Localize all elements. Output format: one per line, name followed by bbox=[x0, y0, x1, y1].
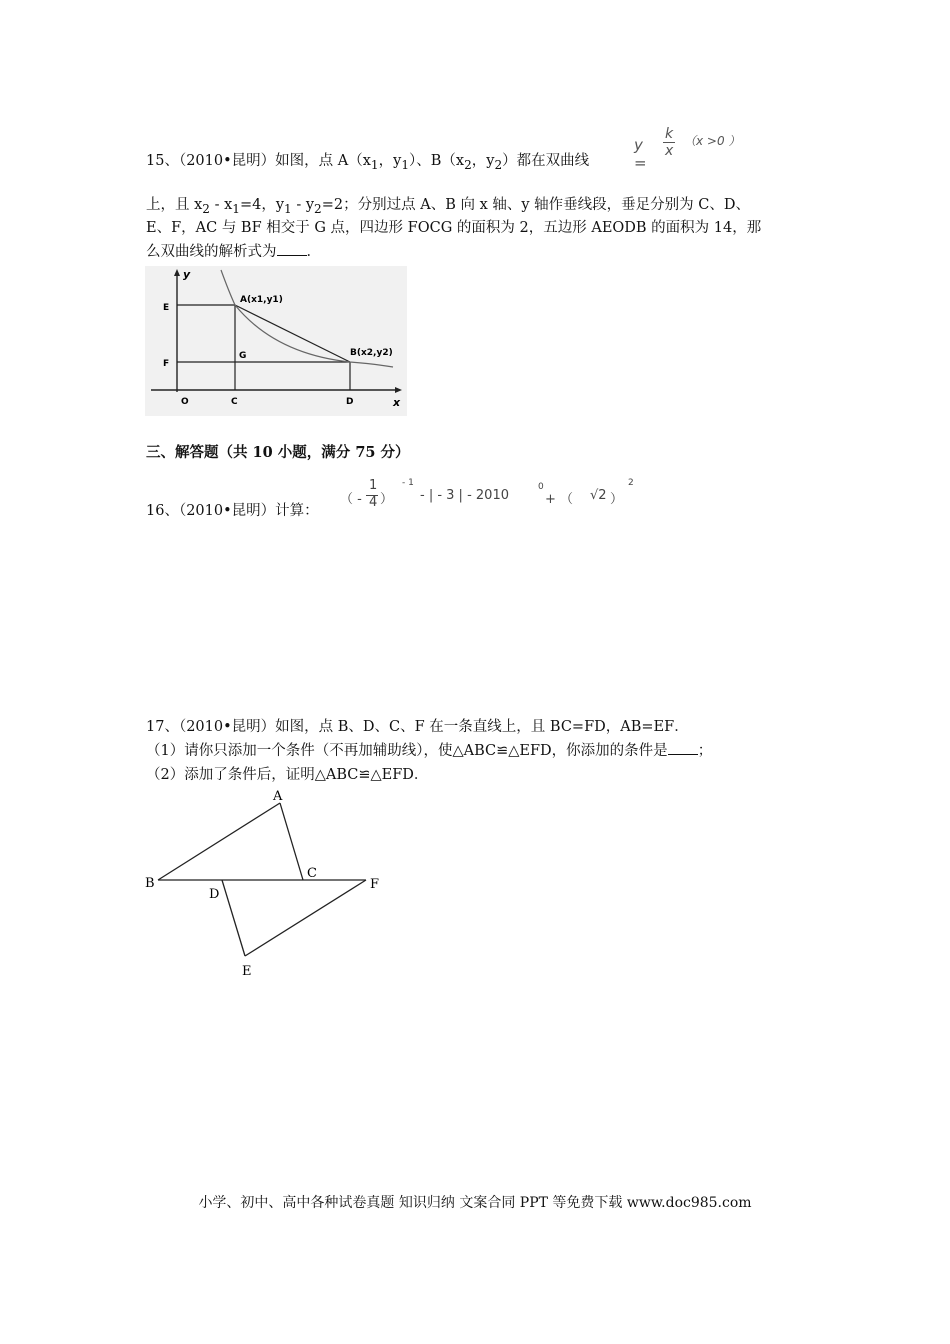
q15-line2: 上，且 $x_2 - x_1=4$，$y_1 - y_2=2$；分别过点 A、B 向 x 轴、y 轴作垂线段，垂足分别为 C、D、 bbox=[146, 197, 750, 216]
label-E: E bbox=[242, 964, 252, 979]
segment-AC bbox=[280, 803, 303, 880]
label-A: A(x1,y1) bbox=[240, 295, 283, 305]
figure-background bbox=[145, 266, 407, 416]
label-D: D bbox=[346, 397, 354, 407]
q17-line3: （2）添加了条件后，证明△ABC≌△EFD． bbox=[146, 767, 429, 783]
label-x: x bbox=[393, 396, 401, 409]
page-footer: 小学、初中、高中各种试卷真题 知识归纳 文案合同 PPT 等免费下载 www.doc985.com bbox=[198, 1195, 752, 1211]
answer-blank-17 bbox=[668, 740, 698, 755]
label-C: C bbox=[307, 866, 317, 881]
label-D: D bbox=[209, 887, 220, 902]
q15-line3: E、F，AC 与 BF 相交于 G 点，四边形 FOCG 的面积为 2，五边形 AEODB 的面积为 14，那 bbox=[146, 220, 762, 236]
label-G: G bbox=[239, 351, 247, 361]
q17-line2: （1）请你只添加一个条件（不再加辅助线），使△ABC≌△EFD，你添加的条件是 ； bbox=[146, 740, 712, 762]
answer-blank bbox=[277, 241, 307, 256]
q17-line1: 17、（2010•昆明）如图，点 B、D、C、F 在一条直线上，且 BC=FD，AB=EF． bbox=[146, 719, 689, 735]
label-E: E bbox=[163, 303, 170, 313]
segment-EF bbox=[245, 880, 366, 956]
hyperbola-figure bbox=[145, 266, 407, 416]
label-F: F bbox=[163, 359, 170, 369]
q16-label: 16、（2010•昆明）计算： bbox=[146, 503, 319, 519]
label-F: F bbox=[370, 877, 380, 892]
label-A: A bbox=[273, 789, 283, 804]
triangle-figure bbox=[140, 786, 390, 986]
segment-BA bbox=[158, 803, 280, 880]
segment-DE bbox=[222, 880, 245, 956]
label-y: y bbox=[183, 268, 191, 281]
label-B: B(x2,y2) bbox=[350, 348, 393, 358]
section-heading: 三、解答题（共 10 小题，满分 75 分） bbox=[146, 444, 410, 461]
q15-line4: 么双曲线的解析式为 ． bbox=[146, 241, 321, 263]
label-O: O bbox=[181, 397, 189, 407]
q16-formula: （ - 1 4 ） - 1 - | - 3 | - 2010 0 + （ √2 ） 2 bbox=[340, 478, 634, 510]
label-C: C bbox=[231, 397, 238, 407]
label-B: B bbox=[145, 876, 155, 891]
q15-line1: 15、（2010•昆明）如图，点 $A(x_1$，$y_1$）、$B(x_2$，$y_2$）都在双曲线 bbox=[146, 153, 590, 172]
